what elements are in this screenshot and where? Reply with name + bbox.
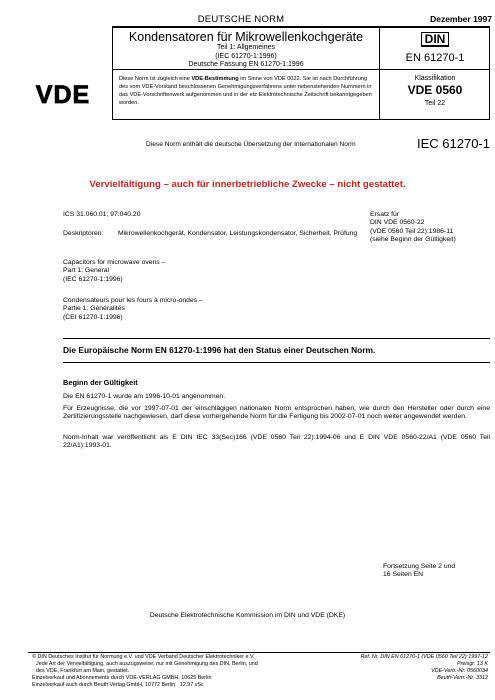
footer-right-line: Beuth-Vertr.-Nr. 3312 xyxy=(437,675,488,681)
continuation-line: 16 Seiten EN xyxy=(383,571,424,579)
subtitle-line: (IEC 61270-1:1996) xyxy=(215,52,277,60)
english-title-line: Part 1: General xyxy=(63,267,110,275)
continuation-line: Fortsetzung Seite 2 und xyxy=(383,563,456,570)
vde-part: Teil 22 xyxy=(424,100,446,107)
replacement-line: DIN VDE 0560-22 xyxy=(370,219,425,227)
footer-left-line: Jede Art der Vervielfältigung, auch auszugsweise, nur mit Genehmigung des DIN, Berlin, und xyxy=(36,661,258,667)
vde-notice-bold: VDE-Bestimmung xyxy=(191,76,239,82)
french-title xyxy=(63,297,323,322)
vde-logo-text: VDE xyxy=(35,81,91,109)
publication-date: Dezember 1997 xyxy=(430,14,492,24)
norm-label: DEUTSCHE NORM xyxy=(197,14,285,25)
iec-reference-text: Diese Norm enthält die deutsche Übersetzung der Internationalen Norm xyxy=(146,141,356,148)
validity-paragraph-3: Norm-Inhalt war veröffentlicht als E DIN IEC 33(Sec)166 (VDE 0560 Teil 22):1994-06 und E DIN VDE 0560-22/A1 (VDE 0560 Teil 22/A1):1993-01. xyxy=(63,434,490,450)
footer-right-line: Ref. Nr. DIN EN 61270-1 (VDE 0560 Teil 22):1997-12 xyxy=(360,654,488,660)
validity-heading: Beginn der Gültigkeit xyxy=(63,378,138,387)
descriptors-label: Deskriptoren: xyxy=(63,230,104,237)
validity-paragraph-1: Die EN 61270-1 wurde am 1996-10-01 angenommen. xyxy=(63,393,226,400)
footer-copyright xyxy=(32,654,332,689)
copy-warning: Vervielfältigung – auch für innerbetriebliche Zwecke – nicht gestattet. xyxy=(89,179,406,190)
continuation-note xyxy=(383,563,493,580)
footer-right-line: Preisgr. 13 K xyxy=(457,661,488,667)
descriptors-text: Mikrowellenkochgerät, Kondensator, Leistungskondensator, Sicherheit, Prüfung xyxy=(118,230,358,237)
footer-reference xyxy=(320,654,488,682)
title-cell xyxy=(113,28,379,69)
footer-left-line: Einzelverkauf und Abonnements durch VDE-VERLAG GMBH, 10625 Berlin xyxy=(32,675,212,681)
classification-cell xyxy=(379,69,490,120)
classification-label: Klassifikation xyxy=(414,75,456,82)
header-table xyxy=(112,27,490,120)
iec-code: IEC 61270-1 xyxy=(417,136,490,151)
footer-left-line: © DIN Deutsches Institut für Normung e.V. und VDE Verband Deutscher Elektrotechniker e.V. xyxy=(32,654,255,660)
vde-notice xyxy=(119,75,375,107)
french-title-line: (CEI 61270-1:1996) xyxy=(63,313,123,321)
footer-left-line xyxy=(32,682,332,689)
vde-notice-post: im Sinne von VDE 0022. Sie ist nach Durchführung des vom VDE-Vorstand beschlossenen Genehmigungsverfahrens unter nebenstehenden Nummern in das VDE-Vorschriftenwerk aufgenommen und in der etz Elektrotechnische Zeitschrift bekanntgegeben worden. xyxy=(119,76,372,106)
french-title-line: Condensateurs pour les fours à micro-ondes – xyxy=(63,297,203,304)
status-rule-bottom xyxy=(63,362,490,363)
din-logo: DIN xyxy=(421,32,450,47)
footer-right-line: VDE-Vertr.-Nr. 0560034 xyxy=(431,668,488,674)
din-number: EN 61270-1 xyxy=(405,52,465,64)
english-title-line: (IEC 61270-1:1996) xyxy=(63,275,123,283)
replacement-line: Ersatz für xyxy=(370,211,400,218)
din-cell xyxy=(379,28,490,69)
ics-codes: ICS 31.060.01; 97.040.20 xyxy=(63,211,141,218)
footer-print-code: 12.97 vSc xyxy=(179,682,204,688)
vde-logo xyxy=(22,79,104,109)
replacement-line: (siehe Beginn der Gültigkeit) xyxy=(370,235,456,243)
footer-divider xyxy=(28,652,490,653)
subtitle-line: Deutsche Fassung EN 61270-1:1996 xyxy=(188,61,304,68)
vde-number: VDE 0560 xyxy=(407,83,463,97)
vde-notice-pre: Diese Norm ist zugleich eine xyxy=(119,76,192,82)
replacement-line: (VDE 0560 Teil 22):1986-11 xyxy=(370,227,454,235)
subtitle-line: Teil 1: Allgemeines xyxy=(217,44,275,51)
status-rule-top xyxy=(63,338,490,339)
replacement-info xyxy=(370,211,490,244)
iec-reference xyxy=(146,136,490,154)
status-statement: Die Europäische Norm EN 61270-1:1996 hat den Status einer Deutschen Norm. xyxy=(63,345,376,355)
english-title xyxy=(63,259,323,284)
top-heading-row xyxy=(112,14,495,25)
english-title-line: Capacitors for microwave ovens – xyxy=(63,259,166,266)
footer-left-text: Einzelverkauf auch durch Beuth Verlag GmbH, 10772 Berlin xyxy=(32,682,176,688)
french-title-line: Partie 1: Généralités xyxy=(63,305,125,313)
footer-left-line: des VDE, Frankfurt am Main, gestattet. xyxy=(36,668,130,674)
commission-name: Deutsche Elektrotechnische Kommission im DIN und VDE (DKE) xyxy=(149,612,346,619)
validity-paragraph-2: Für Erzeugnisse, die vor 1997-07-01 der einschlägigen nationalen Norm entsprochen haben, wie durch den Hersteller oder durch eine Zertifizierungsstelle nachgewiesen, darf diese vorhergehende Norm für die Fertigung bis 2002-07-01 noch weiter angewendet werden. xyxy=(63,405,490,421)
document-title: Kondensatoren für Mikrowellenkochgeräte xyxy=(128,30,364,44)
